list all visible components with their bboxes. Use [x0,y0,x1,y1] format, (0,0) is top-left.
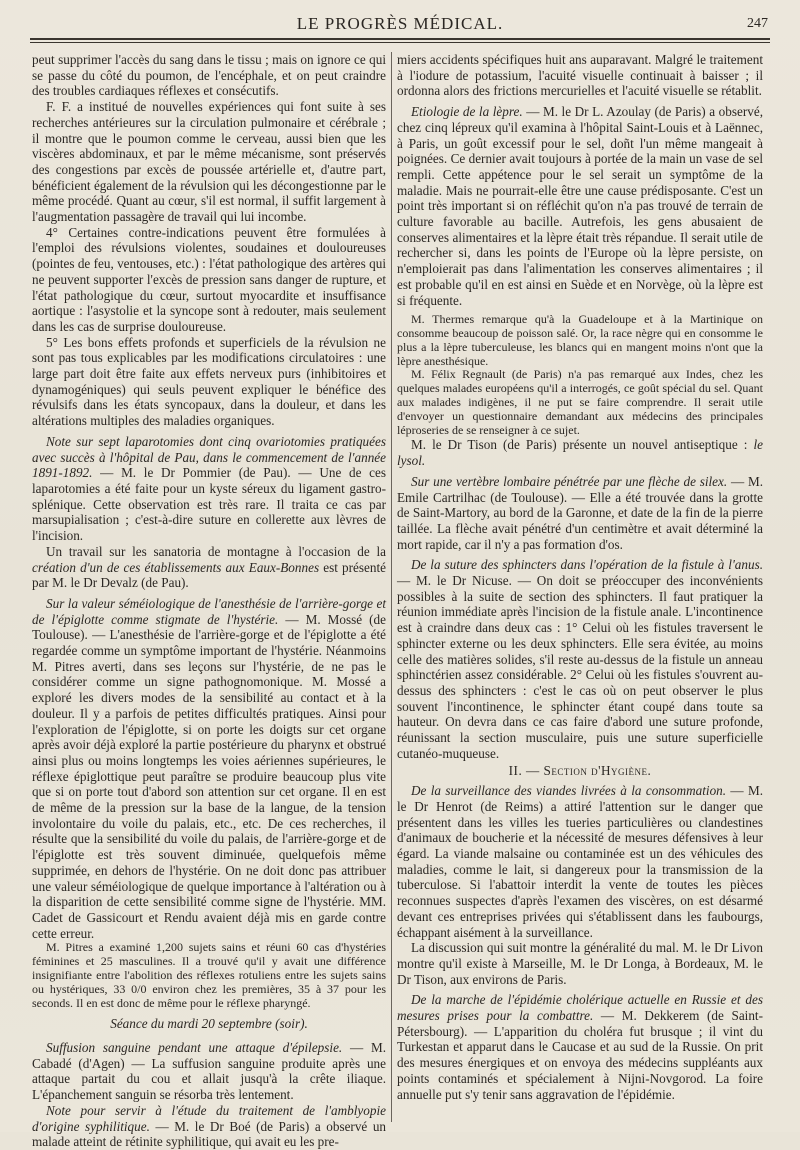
communication-author: M. le Dr Henrot (de Reims) [397,783,764,814]
communication: Etiologie de la lèpre. — M. le Dr L. Azoulay (de Paris) a observé, chez cinq lépreux qu'il examina à l'hôpital Saint-Louis et à Laënnec, à Paris, un goût excessif pour le sel, doñt l'un même mangeait à poignées. Ce dernier avait toujours à portée de la main un vase de sel rempli. Cette appétence pour le sel serait un symptôme de la maladie. Mais ne pourrait-elle être une cause prédisposante. C'est un point très important si on réfléchit qu'on n'a pas trouvé de terrain de culture favorable au bacille. Autrefois, les gens abusaient de conserves alimentaires et la lèpre était très répandue. Il serait utile de rechercher si, dans les points de l'Europe où la lèpre persiste, on n'emploierait pas dans l'alimentation les conserves alimentaires ; il est probable qu'il en est ainsi en Suède et en Norvège, où la lèpre est si fréquente. [397,104,763,308]
communication-author: M. Emile Cartrilhac (de Toulouse). [397,473,764,505]
communication-text: La suffusion sanguine produite après une attaque partait du cou et allait jusqu'à la crête iliaque. L'épanchement sanguin se résorba très lentement. [32,1055,386,1103]
communication-title: Suffusion sanguine pendant une attaque d'épilepsie. [46,1040,343,1056]
communication-author: M. Cabadé (d'Agen) [32,1040,386,1071]
communication-title: Note pour servir à l'étude du traitement de l'amblyopie d'origine syphilitique. [32,1102,386,1134]
header-rule-thick [30,38,770,40]
paragraph: Un travail sur les sanatoria de montagne à l'occasion de la création d'un de ces établissements aux Eaux-Bonnes est présenté par M. le Dr Devalz (de Pau). [32,543,386,591]
paragraph: M. le Dr Tison (de Paris) présente un nouvel antiseptique : le lysol. [397,437,763,469]
paragraph: M. Pitres a examiné 1,200 sujets sains et réuni 60 cas d'hystéries féminines et 25 masculines. Il a trouvé qu'il y avait une différence insignifiante entre l'abolition des réflexes rotuliens entre les sujets sains ou hystériques, 33 0/0 environ chez les premières, 35 à 37 pour les seconds. Il en est donc de même pour le réflexe pharyngé. [32,940,386,1010]
communication-text: a attiré l'attention sur le danger que présentent dans les villes les tueries particulières ou clandestines d'animaux de boucherie et la nécessité de mesures défensives à leur égard. La viande malsaine ou contaminée est un des véhicules des maladies, comme le lait, si dangereux pour la transmission de la tuberculose. Si l'abattoir interdit la vente de toutes les pièces reconnues suspectes d'après l'examen des viscères, on est désarmé devant ces entreprises privées qui s'établissent dans les faubourgs, échappant aisément à la surveillance. [397,798,763,940]
communication-title: Etiologie de la lèpre. [411,104,523,120]
communication: Note sur sept laparotomies dont cinq ovariotomies pratiquées avec succès à l'hôpital de Pau, dans le commencement de l'année 1891-1892. — M. le Dr Pommier (de Pau). — Une de ces laparotomies a été faite pour un kyste séreux du ligament gastro-splénique. Cette observation est très rare. Il traita ce cas par marsupialisation ; c'est-à-dire suture en collerette aux lèvres de l'incision. [32,433,386,544]
paragraph: peut supprimer l'accès du sang dans le tissu ; mais on ignore ce qui se passe du côté du poumon, de l'encéphale, et on peut craindre des troubles cardiaques réflexes et consécutifs. [32,52,386,99]
communication-title: De la marche de l'épidémie cholérique actuelle en Russie et des mesures prises pour la combattre. [397,992,763,1024]
paragraph: La discussion qui suit montre la généralité du mal. M. le Dr Livon montre qu'il existe à Marseille, M. le Dr Longa, à Bordeaux, M. le Dr Tison, aux environs de Paris. [397,940,763,987]
paragraph: F. F. a institué de nouvelles expériences qui font suite à ses recherches antérieures sur la circulation pulmonaire et cérébrale ; il montre que le poumon comme le cerveau, aussi bien que les viscères abdominaux, et par le même mécanisme, sont préservés des congestions par excès de poussée artérielle et, d'autre part, bénéficient également de la révulsion qui les décongestionne par le même procédé. Quant au cœur, s'il est normal, il suffit largement à l'augmentation passagère de travail qui lui incombe. [32,99,386,225]
paragraph: 4° Certaines contre-indications peuvent être formulées à l'emploi des révulsions violentes, soudaines et douloureuses (pointes de feu, ventouses, etc.) : l'état pathologique des artères qui ne peuvent supporter l'excès de pression sans danger de rupture, et l'état pathologique du cœur, surtout myocardite et insuffisance aortique : l'asystolie et la syncope sont à redouter, mais seulement dans les cas de surprise douloureuse. [32,224,386,334]
paragraph: miers accidents spécifiques huit ans auparavant. Malgré le traitement à l'iodure de potassium, l'acuité visuelle continuait à baisser ; il ordonna alors des frictions mercurielles et l'acuité visuelle se rétablit. [397,52,763,99]
page-header [30,14,770,36]
communication-author: M. le Dr Boé (de Paris) [174,1118,310,1134]
communication-author: M. le Dr Pommier (de Pau). [121,465,291,481]
communication-text: Une de ces laparotomies a été faite pour un kyste séreux du ligament gastro-splénique. Cette observation est très rare. Il traita ce cas par marsupialisation ; c'est-à-dire suture en collerette aux lèvres de l'incision. [32,465,386,544]
communication-author: M. Dekkerem (de Saint-Pétersbourg). [397,1008,763,1039]
communication-author: M. le Dr L. Azoulay (de Paris) [542,104,706,120]
communication-text: a observé un malade atteint de rétinite syphilitique, qui avait eu les pre- [32,1118,387,1150]
communication-title: création d'un de ces établissements aux Eaux-Bonnes [32,559,320,575]
communication-title: De la surveillance des viandes livrées à la consommation. [411,783,727,799]
communication-author: M. Mossé (de Toulouse). [32,611,386,643]
communication: De la suture des sphincters dans l'opération de la fistule à l'anus. — M. le Dr Nicuse. — On doit se préoccuper des inconvénients possibles à la suite de section des sphincters. Il faut pratiquer la réunion immédiate après l'incision de la fistule anale. L'incontinence est à craindre dans deux cas : 1° Celui où les fistules traversent le sphincter externe ou les deux sphincters. Elle sera évitée, au moins celle des matières solides, s'il reste au-dessus de la fistule un anneau sphinctérien assez considérable. 2° Celui où les fistules s'ouvrent au-dessus des sphincters : c'est le cas où on peut observer le plus souvent l'incontinence, le sphincter étant coupé dans toute sa hauteur. On devra dans ce cas faire d'abord une suture profonde, réunissant la section musculaire, puis une suture superficielle cutanéo-muqueuse. [397,557,764,761]
communication-text: L'apparition du choléra fut brusque ; il vint du Turkestan et apparut dans le Caucase et au sud de la Russie. On prit des mesures énergiques et on envoya des médecins suppléants aux points contaminés et spécialement à Nijni-Novgorod. La foire annuelle put s'y tenir sans aggravation de l'épidémie. [397,1023,764,1102]
communication-text: L'anesthésie de l'arrière-gorge et de l'épiglotte a été regardée comme un symptôme important de l'hystérie. Néanmoins M. Pitres averti, dans ses leçons sur l'hystérie, de ne pas le considérer comme un signe pathognomonique. M. Mossé a exploré les divers modes de la sensibilité au contact et à la douleur. Il y a parfois de petites difficultés pratiques. Ainsi pour l'exploration de l'épiglotte, si on porte les doigts sur cet organe après avoir déjà exploré la partie postérieure du pharynx et obstrué ainsi plus ou moins longtemps les voies aériennes supérieures, le réflexe épiglottique peut paraître se produire beaucoup plus vite que si on porte tout d'abord son attention sur cet organe. Il en est de même de la pression sur la base de la langue, de la tension involontaire du voile du palais, etc., etc. De ces recherches, il résulte que la sensibilité du voile du palais, de l'arrière-gorge et de l'épiglotte est très souvent diminuée, quelquefois même supprimée, en dehors de l'hystérie. On ne doit donc pas attribuer une valeur séméiologique de quelque importance à l'altération ou à la disparition de cette sensibilité comme signe de l'hystérie. MM. Cadet de Gassicourt et Rendu avaient déjà mis en garde contre cette erreur. [32,627,386,941]
communication: Sur une vertèbre lombaire pénétrée par une flèche de silex. — M. Emile Cartrilhac (de Toulouse). — Elle a été trouvée dans la grotte de Saint-Martory, au bord de la Garonne, et date de la fin de la pierre taillée. La flèche avait pénétré d'un centimètre et avait déterminé la mort rapide, car il n'y a pas formation d'os. [397,473,764,552]
communication-text: a observé, chez cinq lépreux qu'il examina à l'hôpital Saint-Louis et à Laënnec, à Paris, un goût excessif pour le sel, doñt l'un même mangeait à poignées. Ce dernier avait toujours à portée de la main un vase de sel rempli. Cette appétence pour le sel serait un symptôme de la maladie. Mais ne pourrait-elle être une cause prédisposante. C'est un point très important si on réfléchit qu'on n'a pas trouvé de terrain de culture favorable au bacille. Autrefois, les gens abusaient de conserves alimentaires et la lèpre était très répandue. Il serait utile de rechercher si, dans les points de l'Europe où la lèpre persiste, on n'emploierait pas dans l'alimentation les conserves alimentaires ; il est probable qu'il en est ainsi en Suède et en Norvège, où la lèpre est si fréquente. [397,104,763,308]
communication: Suffusion sanguine pendant une attaque d'épilepsie. — M. Cabadé (d'Agen) — La suffusion sanguine produite après une attaque partait du cou et allait jusqu'à la crête iliaque. L'épanchement sanguin se résorba très lentement. [32,1040,386,1103]
paragraph: M. Thermes remarque qu'à la Guadeloupe et à la Martinique on consomme beaucoup de poisson salé. Or, la race nègre qui en consomme le plus a la lèpre tuberculeuse, les blancs qui en mangent moins n'ont que la lèpre anesthésique. [397,312,763,368]
header-rule-thin [30,42,770,43]
paragraph: 5° Les bons effets profonds et superficiels de la révulsion ne sont pas tous explicables par les modifications circulatoires : une large part doit être faite aux effets nerveux purs (inhibitoires et dynamogéniques) qui seuls peuvent expliquer le bénéfice des révulsifs dans les états syncopaux, dans la douleur, et dans les altérations multiples des maladies organiques. [32,334,386,429]
communication: De la surveillance des viandes livrées à la consommation. — M. le Dr Henrot (de Reims) a attiré l'attention sur le danger que présentent dans les villes les tueries particulières ou clandestines d'animaux de boucherie et la nécessité de mesures défensives à leur égard. La viande malsaine ou contaminée est un des véhicules des maladies, comme le lait, si dangereux pour la transmission de la tuberculose. Si l'abattoir interdit la vente de toutes les pièces reconnues suspectes d'après l'examen des viscères, on est désarmé devant ces entreprises privées qui s'établissent dans les faubourgs, échappant aisément à la surveillance. [397,783,764,940]
paragraph: M. Félix Regnault (de Paris) n'a pas remarqué aux Indes, chez les quelques malades européens qu'il a interrogés, ce goût spécial du sel. Quant aux malades indigènes, il ne put se faire comprendre. Il serait utile d'envoyer un questionnaire demandant aux médecins des principales léproseries de se renseigner à ce sujet. [397,367,763,437]
section-heading: II. — Section d'Hygiène. [508,763,652,779]
journal-title: LE PROGRÈS MÉDICAL. [296,14,504,33]
page-number: 247 [747,16,768,31]
communication-title: Sur une vertèbre lombaire pénétrée par une flèche de silex. [411,473,728,489]
communication: Note pour servir à l'étude du traitement de l'amblyopie d'origine syphilitique. — M. le Dr Boé (de Paris) a observé un malade atteint de rétinite syphilitique, qui avait eu les pre- [32,1102,387,1150]
communication: De la marche de l'épidémie cholérique actuelle en Russie et des mesures prises pour la combattre. — M. Dekkerem (de Saint-Pétersbourg). — L'apparition du choléra fut brusque ; il vint du Turkestan et apparut dans le Caucase et au sud de la Russie. On prit des mesures énergiques et on envoya des médecins suppléants aux points contaminés et spécialement à Nijni-Novgorod. La foire annuelle put s'y tenir sans aggravation de l'épidémie. [397,992,764,1102]
communication-text: Elle a été trouvée dans la grotte de Saint-Martory, au bord de la Garonne, et date de la fin de la pierre taillée. La flèche avait pénétré d'un centimètre et avait déterminé la mort rapide, car il n'y a pas formation d'os. [397,489,763,552]
session-heading: Séance du mardi 20 septembre (soir). [110,1016,308,1032]
communication-title: Sur la valeur séméiologique de l'anesthésie de l'arrière-gorge et de l'épiglotte comme stigmate de l'hystérie. [32,595,386,627]
column-divider [391,52,392,1122]
communication-title: Note sur sept laparotomies dont cinq ovariotomies pratiquées avec succès à l'hôpital de Pau, dans le commencement de l'année 1891-1892. [32,433,386,481]
communication-text: On doit se préoccuper des inconvénients possibles à la suite de section des sphincters. Il faut pratiquer la réunion immédiate après l'incision de la fistule anale. L'incontinence est à craindre dans deux cas : 1° Celui où les fistules traversent le sphincter externe ou les deux sphincters. Elle sera évitée, au moins celle des matières solides, s'il reste au-dessus de la fistule un anneau sphinctérien assez considérable. 2° Celui où les fistules s'ouvrent au-dessus des sphincters : c'est le cas où on peut observer le plus souvent l'incontinence, le sphincter étant coupé dans toute sa hauteur. On devra dans ce cas faire d'abord une suture profonde, réunissant la section musculaire, puis une suture superficielle cutanéo-muqueuse. [397,573,764,761]
left-column [32,52,387,1150]
communication-title: De la suture des sphincters dans l'opération de la fistule à l'anus. [411,557,763,573]
communication: Sur la valeur séméiologique de l'anesthésie de l'arrière-gorge et de l'épiglotte comme stigmate de l'hystérie. — M. Mossé (de Toulouse). — L'anesthésie de l'arrière-gorge et de l'épiglotte a été regardée comme un symptôme important de l'hystérie. Néanmoins M. Pitres averti, dans ses leçons sur l'hystérie, de ne pas le considérer comme un signe pathognomonique. M. Mossé a exploré les divers modes de la sensibilité au contact et à la douleur. Il y a parfois de petites difficultés pratiques. Ainsi pour l'exploration de l'épiglotte, si on porte les doigts sur cet organe après avoir déjà exploré la partie postérieure du pharynx et obstrué ainsi plus ou moins longtemps les voies aériennes supérieures, le réflexe épiglottique peut paraître se produire beaucoup plus vite que si on porte tout d'abord son attention sur cet organe. Il en est de même de la pression sur la base de la langue, de la tension involontaire du voile du palais, etc., etc. De ces recherches, il résulte que la sensibilité du voile du palais, de l'arrière-gorge et de l'épiglotte est très souvent diminuée, quelquefois même supprimée, en dehors de l'hystérie. On ne doit donc pas attribuer une valeur séméiologique de quelque importance à l'altération ou à la disparition de cette sensibilité comme signe de l'hystérie. MM. Cadet de Gassicourt et Rendu avaient déjà mis en garde contre cette erreur. [32,595,386,941]
right-column [397,52,763,1122]
communication-author: M. le Dr Nicuse. [416,573,512,589]
